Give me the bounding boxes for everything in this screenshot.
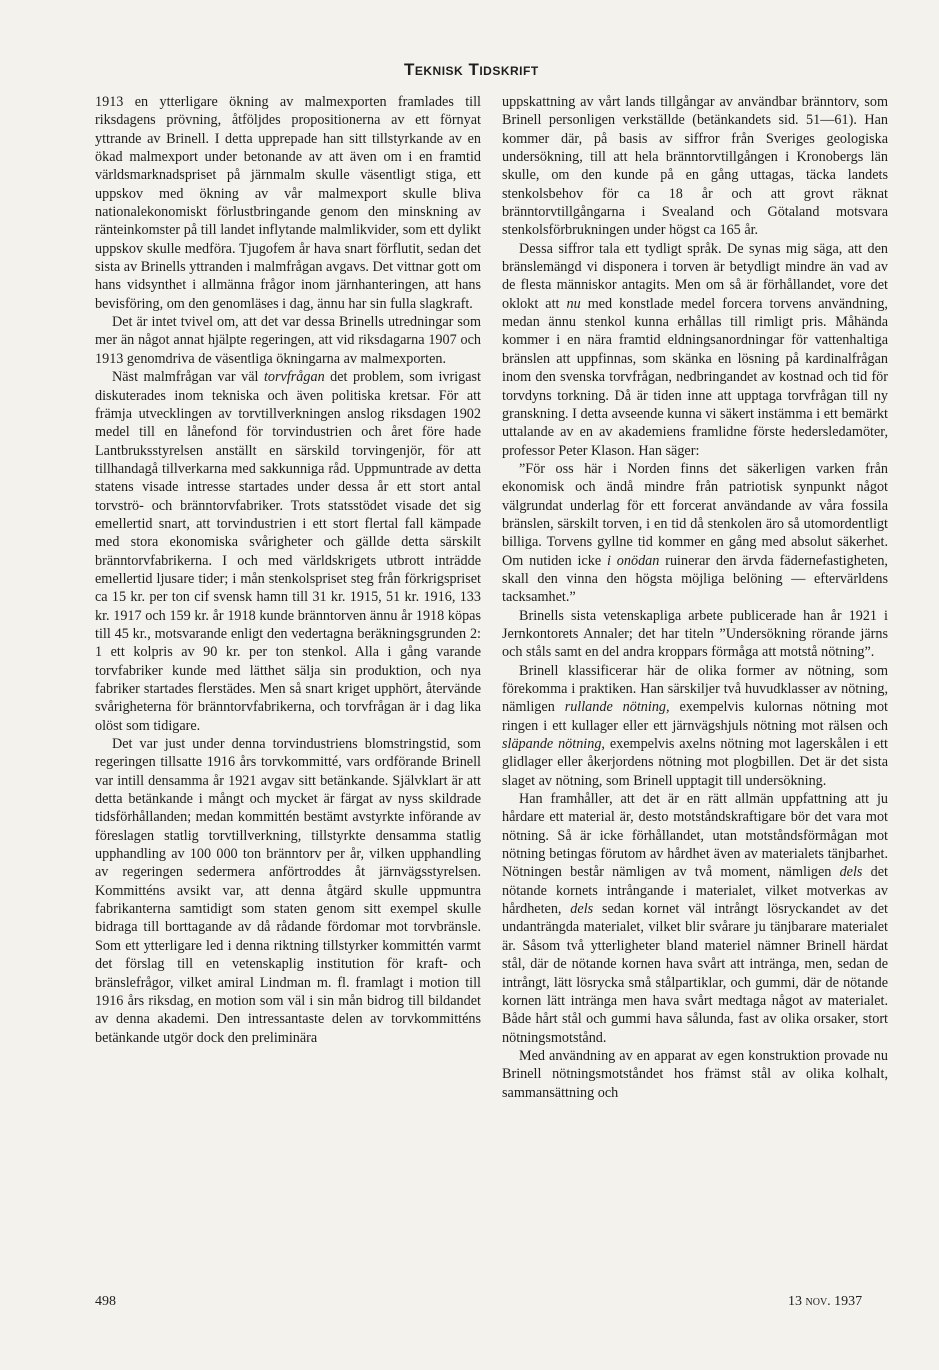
text-run: ”För oss här i Norden finns det säkerligen varken från ekonomisk och ändå mindre från patriotisk synpunkt något välgrundat underlag för ett forcerat användande av våra fossila bränslen, särskilt torven, i en tid då stenkolen äro så utomordentligt billiga. Torvens gyllne tid kommer en gång med absolut säkerhet. Om nutiden icke (502, 460, 888, 569)
emphasis: släpande nötning, (502, 736, 605, 753)
issue-date: 13 nov. 1937 (788, 1294, 863, 1309)
emphasis: dels (839, 864, 863, 881)
text-run: Dessa siffror tala ett tydligt språk. De synas mig säga, att den bränslemängd vi disponera i torven är betydligt mindre än vad av de flesta människor antagits. Men om så är förhållandet, vore det oklokt att (502, 240, 888, 312)
text-run: exempelvis kulornas nötning mot ringen i ett kullager eller ett järnvägshjuls nötning mot rälsen och (502, 699, 888, 734)
text-run: det nötande kornets intrångande i materialet, vilket motverkas av hårdheten, (502, 864, 888, 918)
journal-title: Teknisk Tidskrift (404, 60, 539, 79)
paragraph: Det är intet tvivel om, att det var dessa Brinells utredningar som mer än något annat hjälpte regeringen, att vid riksdagarna 1907 och 1913 genomdriva de väsentliga ökningarna av malmexporten. (95, 314, 481, 367)
text-run: Brinell klassificerar här de olika former av nötning, som förekomma i praktiken. Han särskiljer två huvudklasser av nötning, nämligen (502, 662, 888, 716)
paragraph: Det var just under denna torvindustriens blomstringstid, som regeringen tillsatte 1916 års torvkommitté, vars ordförande Brinell var intill densamma år 1921 avgav sitt betänkande. Självklart är att detta betänkande i mångt och mycket är färgat av nyss skildrade tidsförhållanden; medan kommittén bestämt avstyrkte införande av föreslagen statlig torvtillverkning, tillstyrkte densamma statlig upphandling av 100 000 ton bränntorv per år, vilken upphandling av regeringen sedermera anförtroddes åt järnvägsstyrelsen. Kommitténs avsikt var, att denna åtgärd skulle uppmuntra fabrikanterna samtidigt som staten genom sitt exempel skulle bidraga till borttagande av då rådande fördomar mot torvbränsle. Som ett ytterligare led i denna riktning tillstyrker kommittén varmt det förslag till en vetenskaplig institution för kraft- och bränslefrågor, vilket amiral Lindman m. fl. framlagt i motion till 1916 års riksdag, en motion som väl i sin mån bidrog till bildandet av denna akademi. Den intressantaste delen av torvkommitténs betänkande utgör dock den preliminära (95, 736, 481, 1046)
paragraph (502, 790, 888, 1047)
paragraph: Med användning av en apparat av egen konstruktion provade nu Brinell nötningsmotståndet hos främst stål av olika kolhalt, sammansättning och (502, 1047, 888, 1101)
text-run: exempelvis axelns nötning mot lagerskålen i ett glidlager eller åkerjordens nötning mot plogbillen. Det är det sista slaget av nötning, som Brinell upptagit till undersökning. (502, 736, 888, 789)
paragraph (502, 662, 888, 790)
paragraph: Brinells sista vetenskapliga arbete publicerade han år 1921 i Jernkontorets Annaler; det har titeln ”Undersökning rörande järns och ståls samt en del andra kroppars förmåga att motstå nötning”. (502, 607, 888, 661)
page-number: 498 (95, 1294, 116, 1309)
right-column (502, 93, 888, 1102)
quote-paragraph (502, 460, 888, 607)
paragraph (502, 240, 888, 460)
text-run: det problem, som ivrigast diskuterades inom tekniska och även politiska kretsar. För att främja utvecklingen av torvtillverkningen anslog riksdagen 1902 medel till en lånefond för torvindustrien och året före hade Lantbruksstyrelsen anställt en särskild torvingenjör, för att tillhandagå tillverkarna med sakkunniga råd. Uppmuntrade av detta statens visade intresse startades under dessa år ett stort antal torvströ- och bränntorvfabriker. Trots statsstödet visade det sig emellertid snart, att torvindustrien i ett stort flertal fall kämpade med stora ekonomiska svårigheter och gällde detta särskilt bränntorvfabrikerna. I och med världskrigets utbrott inträdde emellertid ljusare tider; i mån stenkolspriset steg från förkrigspriset ca 15 kr. per ton cif svensk hamn till 31 kr. 1915, 51 kr. 1916, 133 kr. 1917 och 159 kr. år 1918 kunde bränntorven ännu år 1918 köpas till 45 kr., motsvarande enligt den vedertagna beräkningsgrunden 2: 1 ett kolpris av 90 kr. per ton stenkol. Alla i gång varande torvfabriker kunde med lätthet sälja sin produktion, och nya fabriker startades flerstädes. Men så snart kriget upphört, återvände svårigheterna för bränntorvfabrikerna, och torvfrågan är i dag lika olöst som tidigare. (95, 369, 481, 734)
emphasis: rullande nötning, (564, 699, 670, 716)
text-run: sedan kornet väl intrångt lösryckandet av det undanträngda materialet, vilket blir svårare ju tänjbarare materialet är. Såsom två ytterligheter bland materiel nämner Brinell härdat stål, där de nötande kornen hava svårt att intränga, men, sedan de intrångt, lätt lösrycka små stålpartiklar, och gummi, där de nötande kornen lätt intränga men hava svårt medtaga något av materialet. Både hårt stål och gummi hava sålunda, fast av olika orsaker, stort nötningsmotstånd. (502, 901, 888, 1046)
paragraph (95, 368, 481, 735)
text-run: Näst malmfrågan var väl (112, 369, 264, 386)
text-run: ruinerar den ärvda fädernefastigheten, skall den vinna den högsta möjliga belöning — eftervärldens tacksamhet.” (502, 552, 888, 606)
emphasis: torvfrågan (263, 369, 325, 386)
text-run: med konstlade medel forcera torvens användning, medan ännu stenkol kunna erhållas till rimligt pris. Måhända kommer i en nära framtid eldningsanordningar för vattenhaltiga bränslen att uppfinnas, som skänka en lösning på kardinalfrågan inom den svenska torvfrågan, nedbringandet av kostnad och tid för torvdyns torkning. Då är tiden inne att upptaga torvfrågan till ny granskning. I detta avseende kunna vi säkert instämma i ett bemärkt uttalande av en av akademiens framlidne förste hedersledamöter, professor Peter Klason. Han säger: (502, 295, 888, 459)
text-run: Han framhåller, att det är en rätt allmän uppfattning att ju hårdare ett material är, desto motståndskraftigare bör det vara mot nötning. Så är icke förhållandet, utan motståndsförmågan mot nötning betingas förutom av hårdhet även av materialets tänjbarhet. Nötningen består nämligen av två moment, nämligen (502, 791, 888, 881)
paragraph: uppskattning av vårt lands tillgångar av användbar bränntorv, som Brinell personligen verkställde (betänkandets sid. 51—61). Han kommer där, på basis av siffror från Sveriges geologiska undersökning, till att hela bränntorvtillgången i Kronobergs län skulle, om den kunde på en gång uttagas, täcka landets stenkolsbehov för ca 18 år och att grovt räknat bränntorvtillgångarna i Svealand och Götaland motsvara stenkolsförbrukningen under högst ca 165 år. (502, 94, 888, 239)
emphasis: i onödan (607, 552, 660, 569)
emphasis: nu (566, 295, 581, 312)
emphasis: dels (570, 901, 594, 918)
paragraph: 1913 en ytterligare ökning av malmexporten framlades till riksdagens prövning, åtföljdes propositionerna av ett förnyat yttrande av Brinell. I detta upprepade han sitt tillstyrkande av en ökad malmexport under betonande av att även om i en framtid världsmarknadspriset på järnmalm skulle väsentligt stiga, ett uppskov med ökning av vår malmexport skulle bliva nationalekonomiskt förlustbringande genom den minskning av ränteinkomster på till landet inflytande malmlikvider, som ett dylikt uppskov skulle medföra. Tjugofem år hava snart förflutit, sedan det sista av Brinells yttranden i malmfrågan avgavs. Det vittnar gott om hans vidsynthet i allmänna frågor inom järnhanteringen, att hans bevisföring, om den genomläses i dag, ännu har sin fulla slagkraft. (95, 94, 481, 312)
left-column (95, 93, 481, 1047)
